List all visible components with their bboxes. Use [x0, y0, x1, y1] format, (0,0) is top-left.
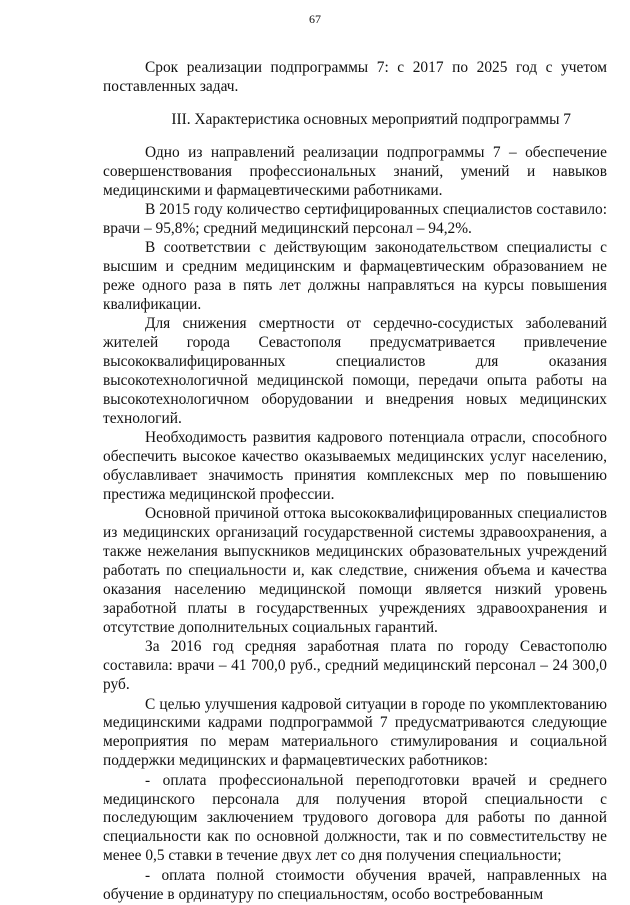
- paragraph: Для снижения смертности от сердечно-сосудистых заболеваний жителей города Севастополя предусматривается привлечение высококвалифицированных специалистов для оказания высокотехнологичной медицинской помощи, передачи опыта работы на высокотехнологичном оборудовании и внедрения новых медицинских технологий.: [103, 315, 607, 427]
- paragraph: За 2016 год средняя заработная плата по городу Севастополю составила: врачи – 41 700,0 руб., средний медицинский персонал – 24 300,0 руб.: [103, 638, 607, 694]
- paragraph: В соответствии с действующим законодательством специалисты с высшим и средним медицинским и фармацевтическим образованием не реже одного раза в пять лет должны направляться на курсы повышения квалификации.: [103, 239, 607, 313]
- paragraph: Необходимость развития кадрового потенциала отрасли, способного обеспечить высокое качество оказываемых медицинских услуг населению, обуславливает значимость принятия комплексных мер по повышению престижа медицинской профессии.: [103, 429, 607, 504]
- paragraph: Основной причиной оттока высококвалифицированных специалистов из медицинских организаций государственной системы здравоохранения, а также нежелания выпускников медицинских образовательных учреждений работать по специальности и, как следствие, снижения объема и качества оказания населению медицинской помощи является низкий уровень заработной платы в государственных учреждениях здравоохранения и отсутствие дополнительных социальных гарантий.: [103, 505, 607, 636]
- page-number: 67: [309, 12, 321, 26]
- list-item: - оплата полной стоимости обучения врачей, направленных на обучение в ординатуру по специальностям, особо востребованным: [103, 866, 607, 903]
- document-body: [103, 59, 607, 904]
- paragraph: С целью улучшения кадровой ситуации в городе по укомплектованию медицинскими кадрами подпрограммой 7 предусматриваются следующие мероприятия по мерам материального стимулирования и социальной поддержки медицинских и фармацевтических работников:: [103, 695, 607, 770]
- paragraph: Одно из направлений реализации подпрограммы 7 – обеспечение совершенствования профессиональных знаний, умений и навыков медицинскими и фармацевтическими работниками.: [103, 143, 607, 199]
- implementation-period-paragraph: Срок реализации подпрограммы 7: с 2017 по 2025 год с учетом поставленных задач.: [103, 59, 607, 95]
- list-item: - оплата профессиональной переподготовки врачей и среднего медицинского персонала для получения второй специальности с последующим заключением трудового договора для работы по данной специальности как по основной должности, так и по совместительству не менее 0,5 ставки в течение двух лет со дня получения специальности;: [103, 771, 607, 865]
- paragraph: В 2015 году количество сертифицированных специалистов составило: врачи – 95,8%; средний медицинский персонал – 94,2%.: [103, 200, 607, 237]
- section-heading: III. Характеристика основных мероприятий подпрограммы 7: [171, 110, 571, 128]
